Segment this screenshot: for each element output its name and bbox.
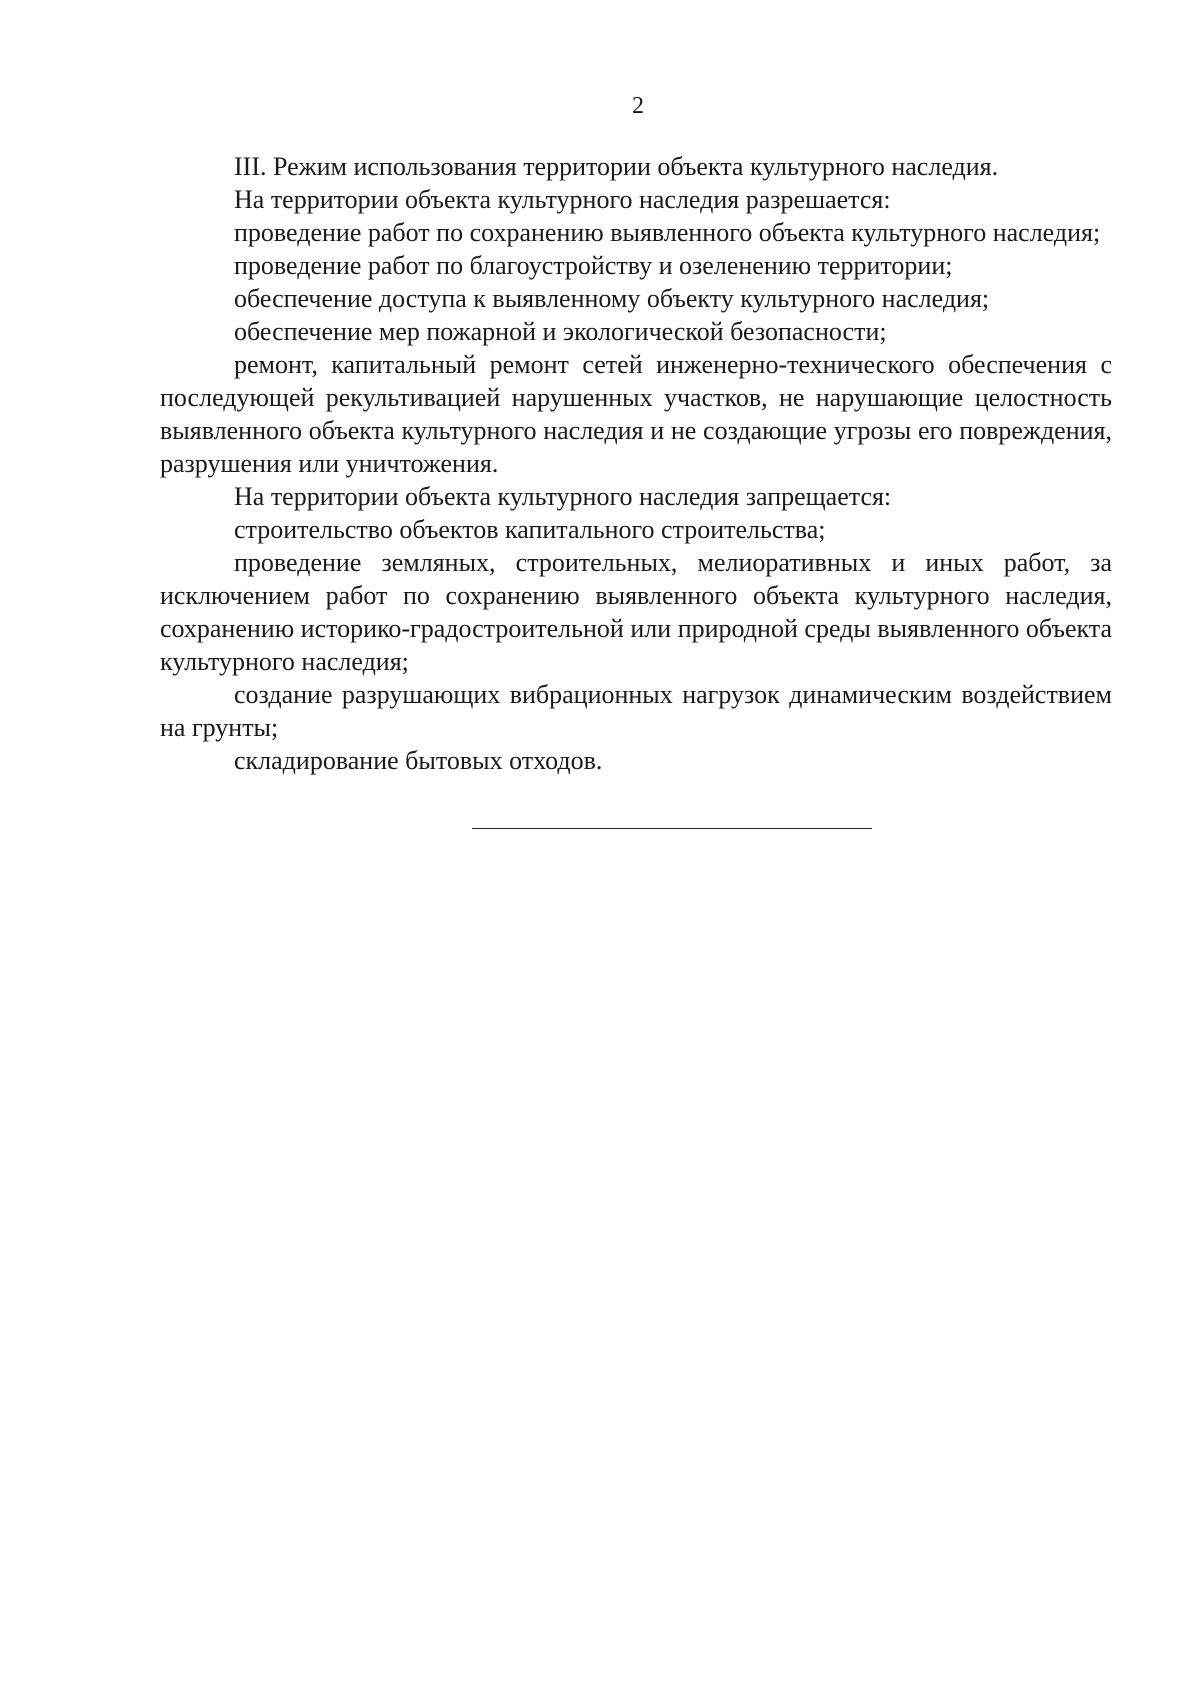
paragraph-prohibited-item-1: строительство объектов капитального строительства;	[234, 515, 826, 544]
page-number: 2	[632, 93, 644, 119]
paragraph-prohibited-intro: На территории объекта культурного наследия запрещается:	[234, 482, 892, 511]
document-body	[160, 150, 1112, 777]
paragraph-permitted-item-4: обеспечение мер пожарной и экологической безопасности;	[234, 317, 887, 346]
paragraph-permitted-item-3: обеспечение доступа к выявленному объекту культурного наследия;	[234, 284, 990, 313]
paragraph-permitted-item-1: проведение работ по сохранению выявленного объекта культурного наследия;	[234, 218, 1101, 247]
paragraph-permitted-item-5: ремонт, капитальный ремонт сетей инженерно-технического обеспечения с последующей рекультивацией нарушенных участков, не нарушающие целостность выявленного объекта культурного наследия и не создающие угрозы его повреждения, разрушения или уничтожения.	[160, 350, 1112, 478]
paragraph-prohibited-item-3: создание разрушающих вибрационных нагрузок динамическим воздействием на грунты;	[160, 680, 1112, 742]
paragraph-prohibited-item-4: складирование бытовых отходов.	[234, 746, 603, 775]
end-of-document-rule	[472, 828, 872, 829]
paragraph-permitted-item-2: проведение работ по благоустройству и озеленению территории;	[234, 251, 953, 280]
paragraph-permitted-intro: На территории объекта культурного наследия разрешается:	[234, 185, 891, 214]
paragraph-prohibited-item-2: проведение земляных, строительных, мелиоративных и иных работ, за исключением работ по сохранению выявленного объекта культурного наследия, сохранению историко-градостроительной или природной среды выявленного объекта культурного наследия;	[160, 548, 1112, 676]
section-title: III. Режим использования территории объекта культурного наследия.	[234, 152, 999, 181]
